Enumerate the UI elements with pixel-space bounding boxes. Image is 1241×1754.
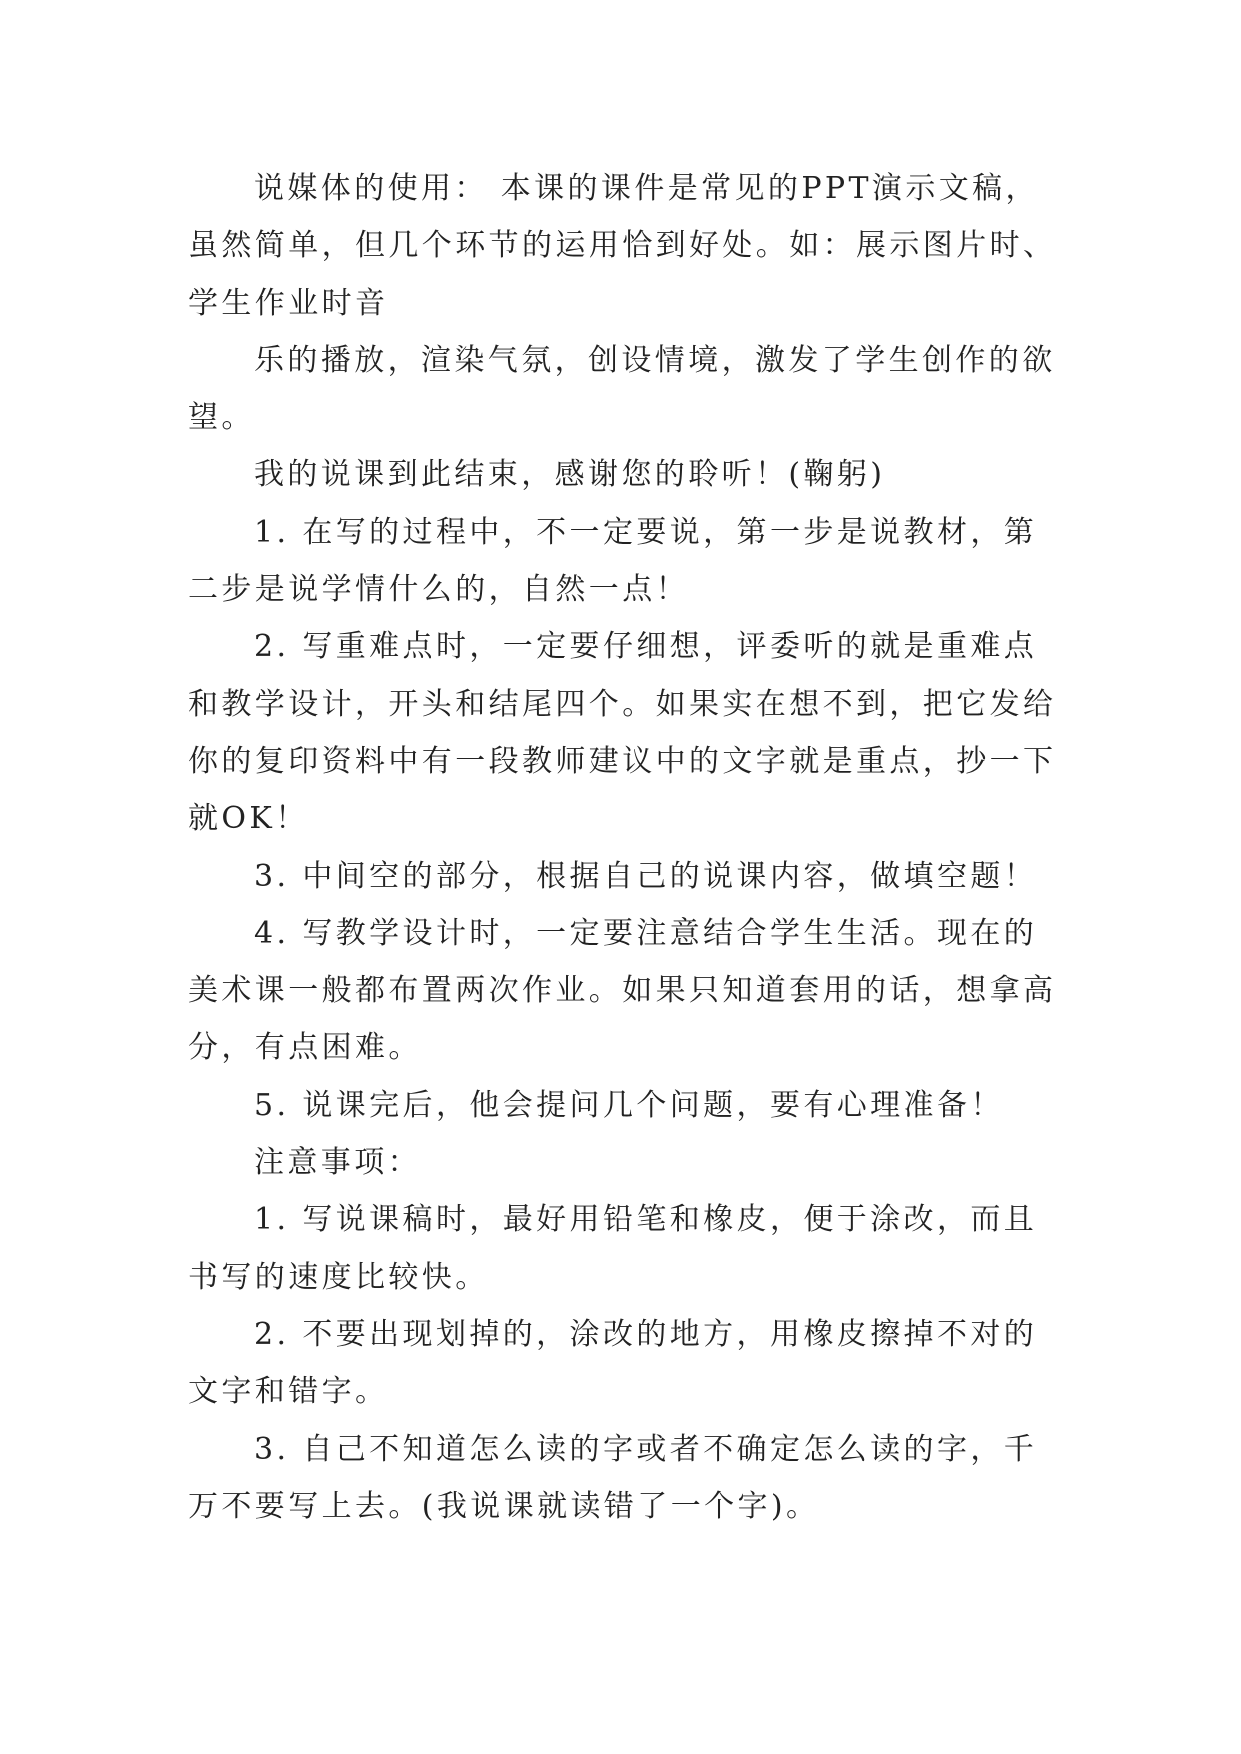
note-item-3: 3. 自己不知道怎么读的字或者不确定怎么读的字，千万不要写上去。(我说课就读错了一个字)。	[188, 1431, 1038, 1524]
paragraph-music-playback: 乐的播放，渲染气氛，创设情境，激发了学生创作的欲望。	[188, 342, 1056, 436]
tip-item-2: 2. 写重难点时，一定要仔细想，评委听的就是重难点和教学设计，开头和结尾四个。如果实在想不到，把它发给你的复印资料中有一段教师建议中的文字就是重点，抄一下就OK！	[188, 629, 1057, 837]
paragraph-media-usage: 说媒体的使用： 本课的课件是常见的PPT演示文稿，虽然简单，但几个环节的运用恰到好处。如：展示图片时、学生作业时音	[188, 171, 1057, 321]
note-item-1: 1. 写说课稿时，最好用铅笔和橡皮，便于涂改，而且书写的速度比较快。	[188, 1202, 1038, 1295]
document-body	[188, 160, 1058, 1535]
paragraph-closing: 我的说课到此结束，感谢您的聆听！(鞠躬)	[254, 457, 886, 493]
notes-heading: 注意事项：	[254, 1145, 421, 1181]
tip-item-5: 5. 说课完后，他会提问几个问题，要有心理准备！	[254, 1087, 1004, 1123]
tip-item-1: 1. 在写的过程中，不一定要说，第一步是说教材，第二步是说学情什么的，自然一点！	[188, 514, 1038, 608]
tip-item-3: 3. 中间空的部分，根据自己的说课内容，做填空题！	[254, 858, 1038, 894]
note-item-2: 2. 不要出现划掉的，涂改的地方，用橡皮擦掉不对的文字和错字。	[188, 1316, 1038, 1410]
tip-item-4: 4. 写教学设计时，一定要注意结合学生生活。现在的美术课一般都布置两次作业。如果只知道套用的话，想拿高分，有点困难。	[188, 915, 1057, 1066]
